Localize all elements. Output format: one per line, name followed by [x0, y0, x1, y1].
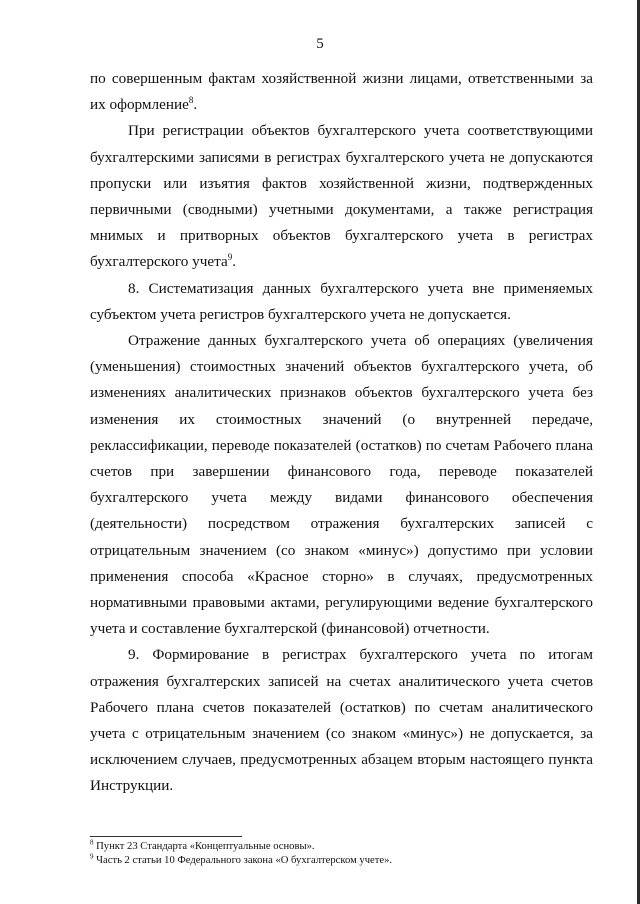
- footnote-8: [90, 840, 593, 854]
- footnote-divider: [90, 836, 242, 837]
- page-number: 5: [316, 36, 324, 52]
- footnote-ref-8: 8: [188, 95, 194, 106]
- paragraph-item-8: 8. Систематизация данных бухгалтерского учета вне применяемых субъектом учета регистров бухгалтерского учета не допускается.: [90, 279, 593, 323]
- footnote-marker: 9: [90, 851, 94, 860]
- paragraph-text: При регистрации объектов бухгалтерского учета соответствующими бухгалтерскими записями в регистрах бухгалтерского учета не допускаются пропуски или изъятия фактов хозяйственной жизни, подтвержденных первичными (сводными) учетными документами, а также регистрация мнимых и притворных объектов бухгалтерского учета в регистрах бухгалтерского учета: [90, 122, 593, 271]
- paragraph-end-period: .: [193, 96, 198, 114]
- paragraph-storno: Отражение данных бухгалтерского учета об операциях (увеличения (уменьшения) стоимостных значений объектов бухгалтерского учета, об изменениях аналитических признаков объектов бухгалтерского учета без изменения их стоимостных значений (о внутренней передаче, реклассификации, переводе показателей (остатков) по счетам Рабочего плана счетов при завершении финансового года, переводе показателей бухгалтерского учета между видами финансового обеспечения (деятельности) посредством отражения бухгалтерских записей с отрицательным значением (со знаком «минус») допустимо при условии применения способа «Красное сторно» в случаях, предусмотренных нормативными правовыми актами, регулирующими ведение бухгалтерского учета и составление бухгалтерской (финансовой) отчетности.: [90, 332, 593, 638]
- footnote-text: Пункт 23 Стандарта «Концептуальные основы».: [93, 841, 315, 852]
- paragraph-item-9: 9. Формирование в регистрах бухгалтерского учета по итогам отражения бухгалтерских записей на счетах аналитического учета счетов Рабочего плана счетов показателей (остатков) по счетам аналитического учета с отрицательным значением (со знаком «минус») не допускается, за исключением случаев, предусмотренных абзацем вторым настоящего пункта Инструкции.: [90, 646, 593, 795]
- paragraph-text: по совершенным фактам хозяйственной жизни лицами, ответственными за их оформление: [90, 70, 593, 114]
- document-body: [90, 66, 593, 800]
- paragraph-end-period: .: [232, 253, 237, 271]
- paragraph-continuation: [90, 66, 593, 118]
- footnote-marker: 8: [90, 838, 94, 847]
- footnote-ref-9: 9: [227, 252, 233, 263]
- footnote-text: Часть 2 статьи 10 Федерального закона «О бухгалтерском учете».: [93, 854, 393, 866]
- footnote-9: [90, 851, 593, 868]
- footnotes: [90, 840, 593, 867]
- paragraph-registration: [90, 118, 593, 275]
